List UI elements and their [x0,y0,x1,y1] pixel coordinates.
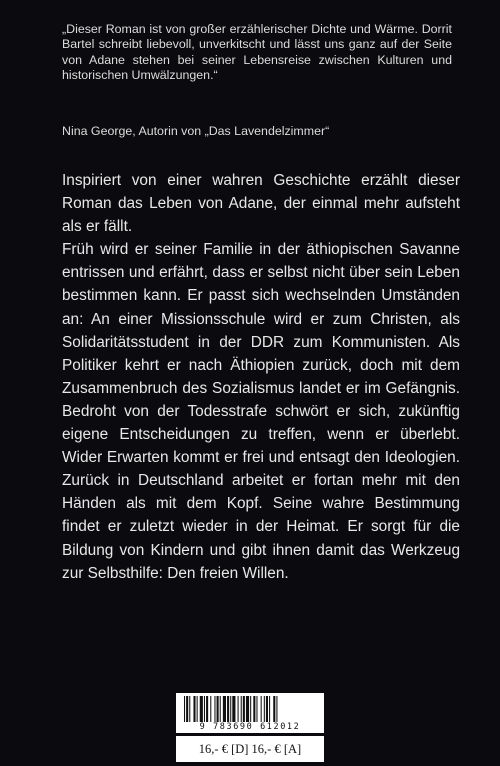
blurb-paragraph-intro: Inspiriert von einer wahren Geschichte erzählt dieser Roman das Leben von Adane, der einmal mehr aufsteht als er fällt. [62,172,460,236]
price-label: 16,- € [D] 16,- € [A] [176,736,324,762]
barcode-bar [223,696,226,722]
barcode-bar [246,696,249,722]
isbn-barcode [176,693,324,733]
barcode-bar [186,696,188,722]
barcode-bar [206,696,208,722]
blurb-paragraph-story: Früh wird er seiner Familie in der äthiopischen Savanne entrissen und erfährt, dass er selbst nicht über sein Leben bestimmen kann. Er passt sich wechselnden Umständen an: An einer Missionsschule wird er zum Christen, als Solidaritätsstudent in der DDR zum Kommunisten. Als Politiker kehrt er nach Äthiopien zurück, doch mit dem Zusammenbruch des Sozialismus landet er im Gefängnis. Bedroht von der Todesstrafe schwört er sich, zukünftig eigene Entscheidungen zu treffen, wenn er überlebt. Wider Erwarten kommt er frei und entsagt den Ideologien. Zurück in Deutschland arbeitet er fortan mehr mit den Händen als mit dem Kopf. Seine wahre Bestimmung findet er zuletzt wieder in der Heimat. Er sorgt für die Bildung von Kindern und gibt ihnen damit das Werkzeug zur Selbsthilfe: Den freien Willen. [62,241,460,582]
barcode-bar [184,696,185,722]
barcode-bar [264,696,265,722]
barcode-bar [193,696,195,722]
barcode-bar [220,696,221,722]
isbn-number: 9 783690 612012 [199,722,301,732]
barcode-bar [214,696,215,722]
barcode-bar [189,696,190,722]
barcode-bar [241,696,242,722]
barcode-bar [250,696,251,722]
barcode-bar [276,696,277,722]
book-blurb [62,169,460,585]
barcode-bar [230,696,231,722]
barcode-bar [253,696,255,722]
barcode-bar [197,696,198,722]
barcode-bar [261,696,262,722]
barcode-bar [238,696,239,722]
quote-attribution: Nina George, Autorin von „Das Lavendelzimmer“ [62,124,330,138]
barcode-bars [176,693,324,723]
barcode-bar [204,696,205,722]
barcode-bar [243,696,245,722]
barcode-bar [256,696,257,722]
barcode-bar [266,696,268,722]
barcode-bar [269,696,270,722]
review-quote: „Dieser Roman ist von großer erzählerischer Dichte und Wärme. Dorrit Bartel schreibt liebevoll, unverkitscht und lässt uns ganz auf der Seite von Adane stehen bei seiner Lebensreise zwischen Kulturen und historischen Umwälzungen.“ [62,22,452,83]
barcode-bar [210,696,211,722]
barcode-bar [200,696,203,722]
barcode-bar [217,696,219,722]
barcode-bar [227,696,229,722]
barcode-bar [273,696,275,722]
barcode-bar [232,696,235,722]
